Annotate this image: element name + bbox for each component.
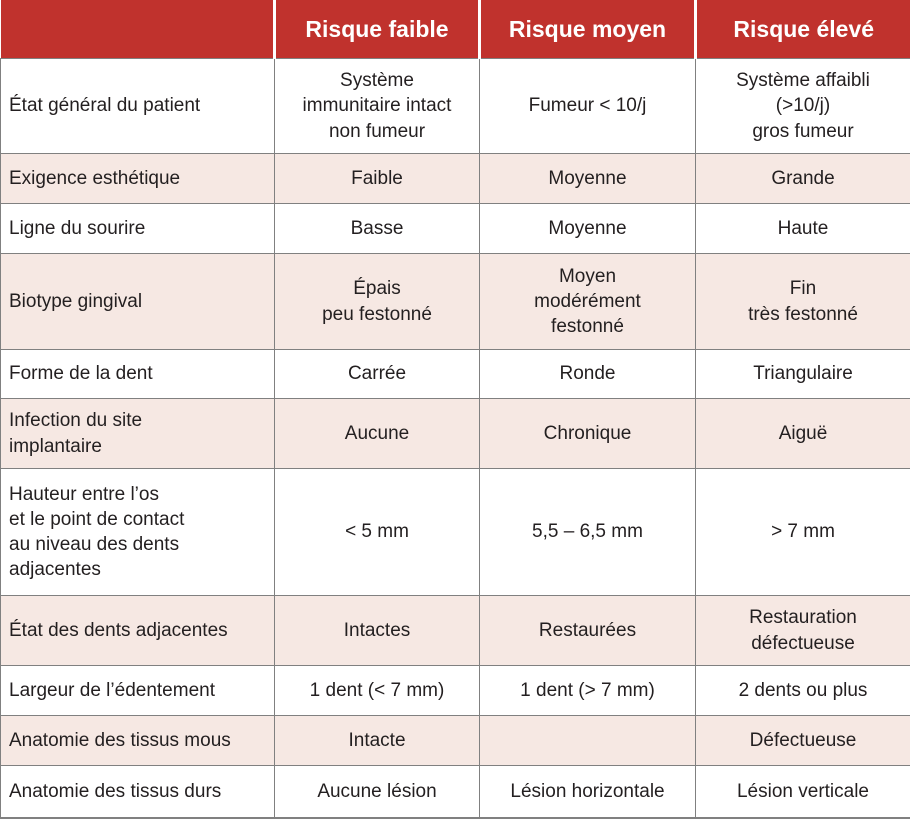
table-row <box>1 399 910 469</box>
cell-low: Intactes <box>275 596 480 666</box>
cell-mid: 1 dent (> 7 mm) <box>480 666 696 716</box>
cell-low: Aucune <box>275 399 480 469</box>
table-row <box>1 59 910 154</box>
cell-mid: Fumeur < 10/j <box>480 59 696 154</box>
row-label: Hauteur entre l’os et le point de contact au niveau des dents adjacentes <box>1 469 275 596</box>
cell-mid: Ronde <box>480 350 696 399</box>
cell-high: Restauration défectueuse <box>696 596 910 666</box>
table-row <box>1 350 910 399</box>
table-row <box>1 716 910 766</box>
cell-low: 1 dent (< 7 mm) <box>275 666 480 716</box>
row-label: Ligne du sourire <box>1 204 275 254</box>
row-label: Anatomie des tissus durs <box>1 766 275 818</box>
cell-low: Système immunitaire intact non fumeur <box>275 59 480 154</box>
cell-high: Haute <box>696 204 910 254</box>
row-label: Largeur de l’édentement <box>1 666 275 716</box>
row-label: État général du patient <box>1 59 275 154</box>
cell-low: Intacte <box>275 716 480 766</box>
table-header <box>1 0 910 59</box>
row-label: Exigence esthétique <box>1 154 275 204</box>
cell-mid: Lésion horizontale <box>480 766 696 818</box>
row-label: Forme de la dent <box>1 350 275 399</box>
row-label: Biotype gingival <box>1 254 275 350</box>
table-row <box>1 666 910 716</box>
cell-low: Aucune lésion <box>275 766 480 818</box>
cell-mid: Restaurées <box>480 596 696 666</box>
table-row <box>1 596 910 666</box>
cell-high: Grande <box>696 154 910 204</box>
table-row <box>1 469 910 596</box>
cell-high: Système affaibli (>10/j) gros fumeur <box>696 59 910 154</box>
table-row <box>1 154 910 204</box>
header-low-risk: Risque faible <box>275 0 480 59</box>
cell-low: Faible <box>275 154 480 204</box>
table-row <box>1 204 910 254</box>
cell-low: Basse <box>275 204 480 254</box>
cell-mid: Moyen modérément festonné <box>480 254 696 350</box>
table-body <box>1 59 910 818</box>
cell-low: Carrée <box>275 350 480 399</box>
row-label: Infection du site implantaire <box>1 399 275 469</box>
row-label: Anatomie des tissus mous <box>1 716 275 766</box>
cell-high: Lésion verticale <box>696 766 910 818</box>
cell-mid: Moyenne <box>480 154 696 204</box>
header-corner <box>1 0 275 59</box>
row-label: État des dents adjacentes <box>1 596 275 666</box>
table-row <box>1 254 910 350</box>
cell-mid <box>480 716 696 766</box>
cell-high: Triangulaire <box>696 350 910 399</box>
table-row <box>1 766 910 818</box>
cell-low: < 5 mm <box>275 469 480 596</box>
cell-high: Aiguë <box>696 399 910 469</box>
cell-mid: 5,5 – 6,5 mm <box>480 469 696 596</box>
cell-mid: Chronique <box>480 399 696 469</box>
cell-low: Épais peu festonné <box>275 254 480 350</box>
header-medium-risk: Risque moyen <box>480 0 696 59</box>
header-row <box>1 0 910 59</box>
cell-high: 2 dents ou plus <box>696 666 910 716</box>
cell-high: Défectueuse <box>696 716 910 766</box>
cell-high: > 7 mm <box>696 469 910 596</box>
cell-mid: Moyenne <box>480 204 696 254</box>
cell-high: Fin très festonné <box>696 254 910 350</box>
header-high-risk: Risque élevé <box>696 0 910 59</box>
